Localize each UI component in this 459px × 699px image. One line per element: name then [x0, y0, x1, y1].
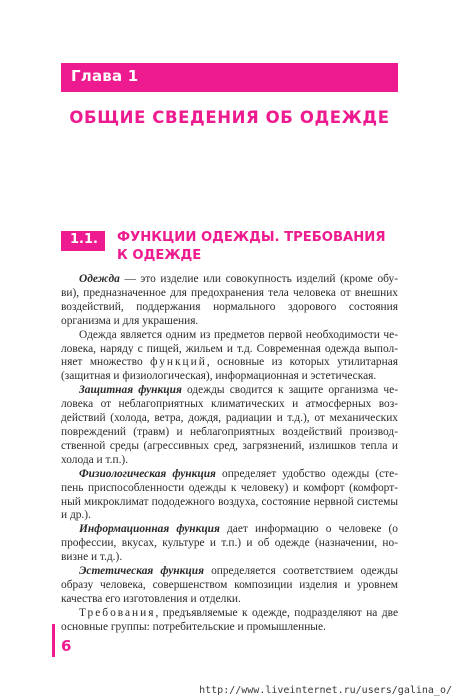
source-watermark: http://www.liveinternet.ru/users/galina_o/	[199, 685, 452, 696]
page-number: 6	[61, 637, 72, 655]
paragraph-text: , предъявляемые к одежде, подразделяют на две основные группы: потребительские и промышленные.	[61, 606, 398, 633]
paragraph-aesthetic	[61, 565, 398, 607]
section-number-badge	[61, 231, 105, 251]
term-protective-function: Защитная функция	[79, 384, 182, 397]
paragraph-physiological	[61, 468, 398, 524]
term-informational-function: Информационная функция	[79, 523, 220, 536]
page-number-rule	[52, 624, 55, 657]
paragraph-text: дает информацию о человеке (о профессии, вкусах, культуре и т.п.) и об одежде (назначении, новизне и т.д.).	[61, 523, 398, 564]
section-number: 1.1.	[70, 232, 98, 247]
chapter-header-bar	[61, 63, 398, 92]
section-title-line-1: ФУНКЦИИ ОДЕЖДЫ. ТРЕБОВАНИЯ	[117, 230, 386, 245]
section-title	[117, 229, 387, 265]
paragraph-requirements	[61, 607, 398, 635]
paragraph-definition	[61, 273, 398, 329]
spaced-word-functions: функций	[150, 356, 207, 369]
term-clothing: Одежда	[79, 273, 120, 285]
term-physiological-function: Физиологическая функция	[79, 467, 216, 480]
paragraph-text: — это изделие или совокупность изделий (кроме обуви), предназначенное для предохранения тела человека от внешних воздействий, поддержания нормального здорового состояния организма и для украшения.	[61, 273, 398, 327]
paragraph-text: , основные из которых утилитарная (защитная и физиологическая), информационная и эстетическая.	[61, 356, 399, 383]
chapter-label: Глава 1	[71, 67, 139, 85]
paragraph-protective	[61, 384, 398, 467]
paragraph-text: одежды сводится к защите организма человека от неблагоприятных климатических и атмосферных воздействий (холода, ветра, дождя, радиации и т.д.), от механических повреждений (травм) и неблагоприятных воздействий производственной среды (агрессивных сред, загрязнений, излишков тепла и холода и т.п.).	[61, 384, 398, 466]
term-aesthetic-function: Эстетическая функция	[79, 565, 204, 578]
paragraph-text: определяется соответствием одежды образу человека, совершенством композиции изделия и уровнем качества его изготовления и отделки.	[61, 565, 399, 605]
paragraph-text: определяет удобство одежды (степень приспособленности одежды к человеку) и комфорт (комфортный микроклимат пододежного воздуха, состояние нервной системы и др.).	[61, 467, 398, 522]
section-title-line-2: К ОДЕЖДЕ	[117, 248, 202, 263]
chapter-title: ОБЩИЕ СВЕДЕНИЯ ОБ ОДЕЖДЕ	[69, 108, 390, 127]
spaced-word-requirements: Требования	[79, 606, 156, 619]
paragraph-informational	[61, 523, 398, 565]
paragraph-text: Одежда является одним из предметов первой необходимости человека, наряду с пищей, жильем и т.д. Современная одежда выполняет множество	[61, 328, 398, 369]
paragraph-functions	[61, 329, 398, 385]
body-text	[61, 273, 398, 635]
